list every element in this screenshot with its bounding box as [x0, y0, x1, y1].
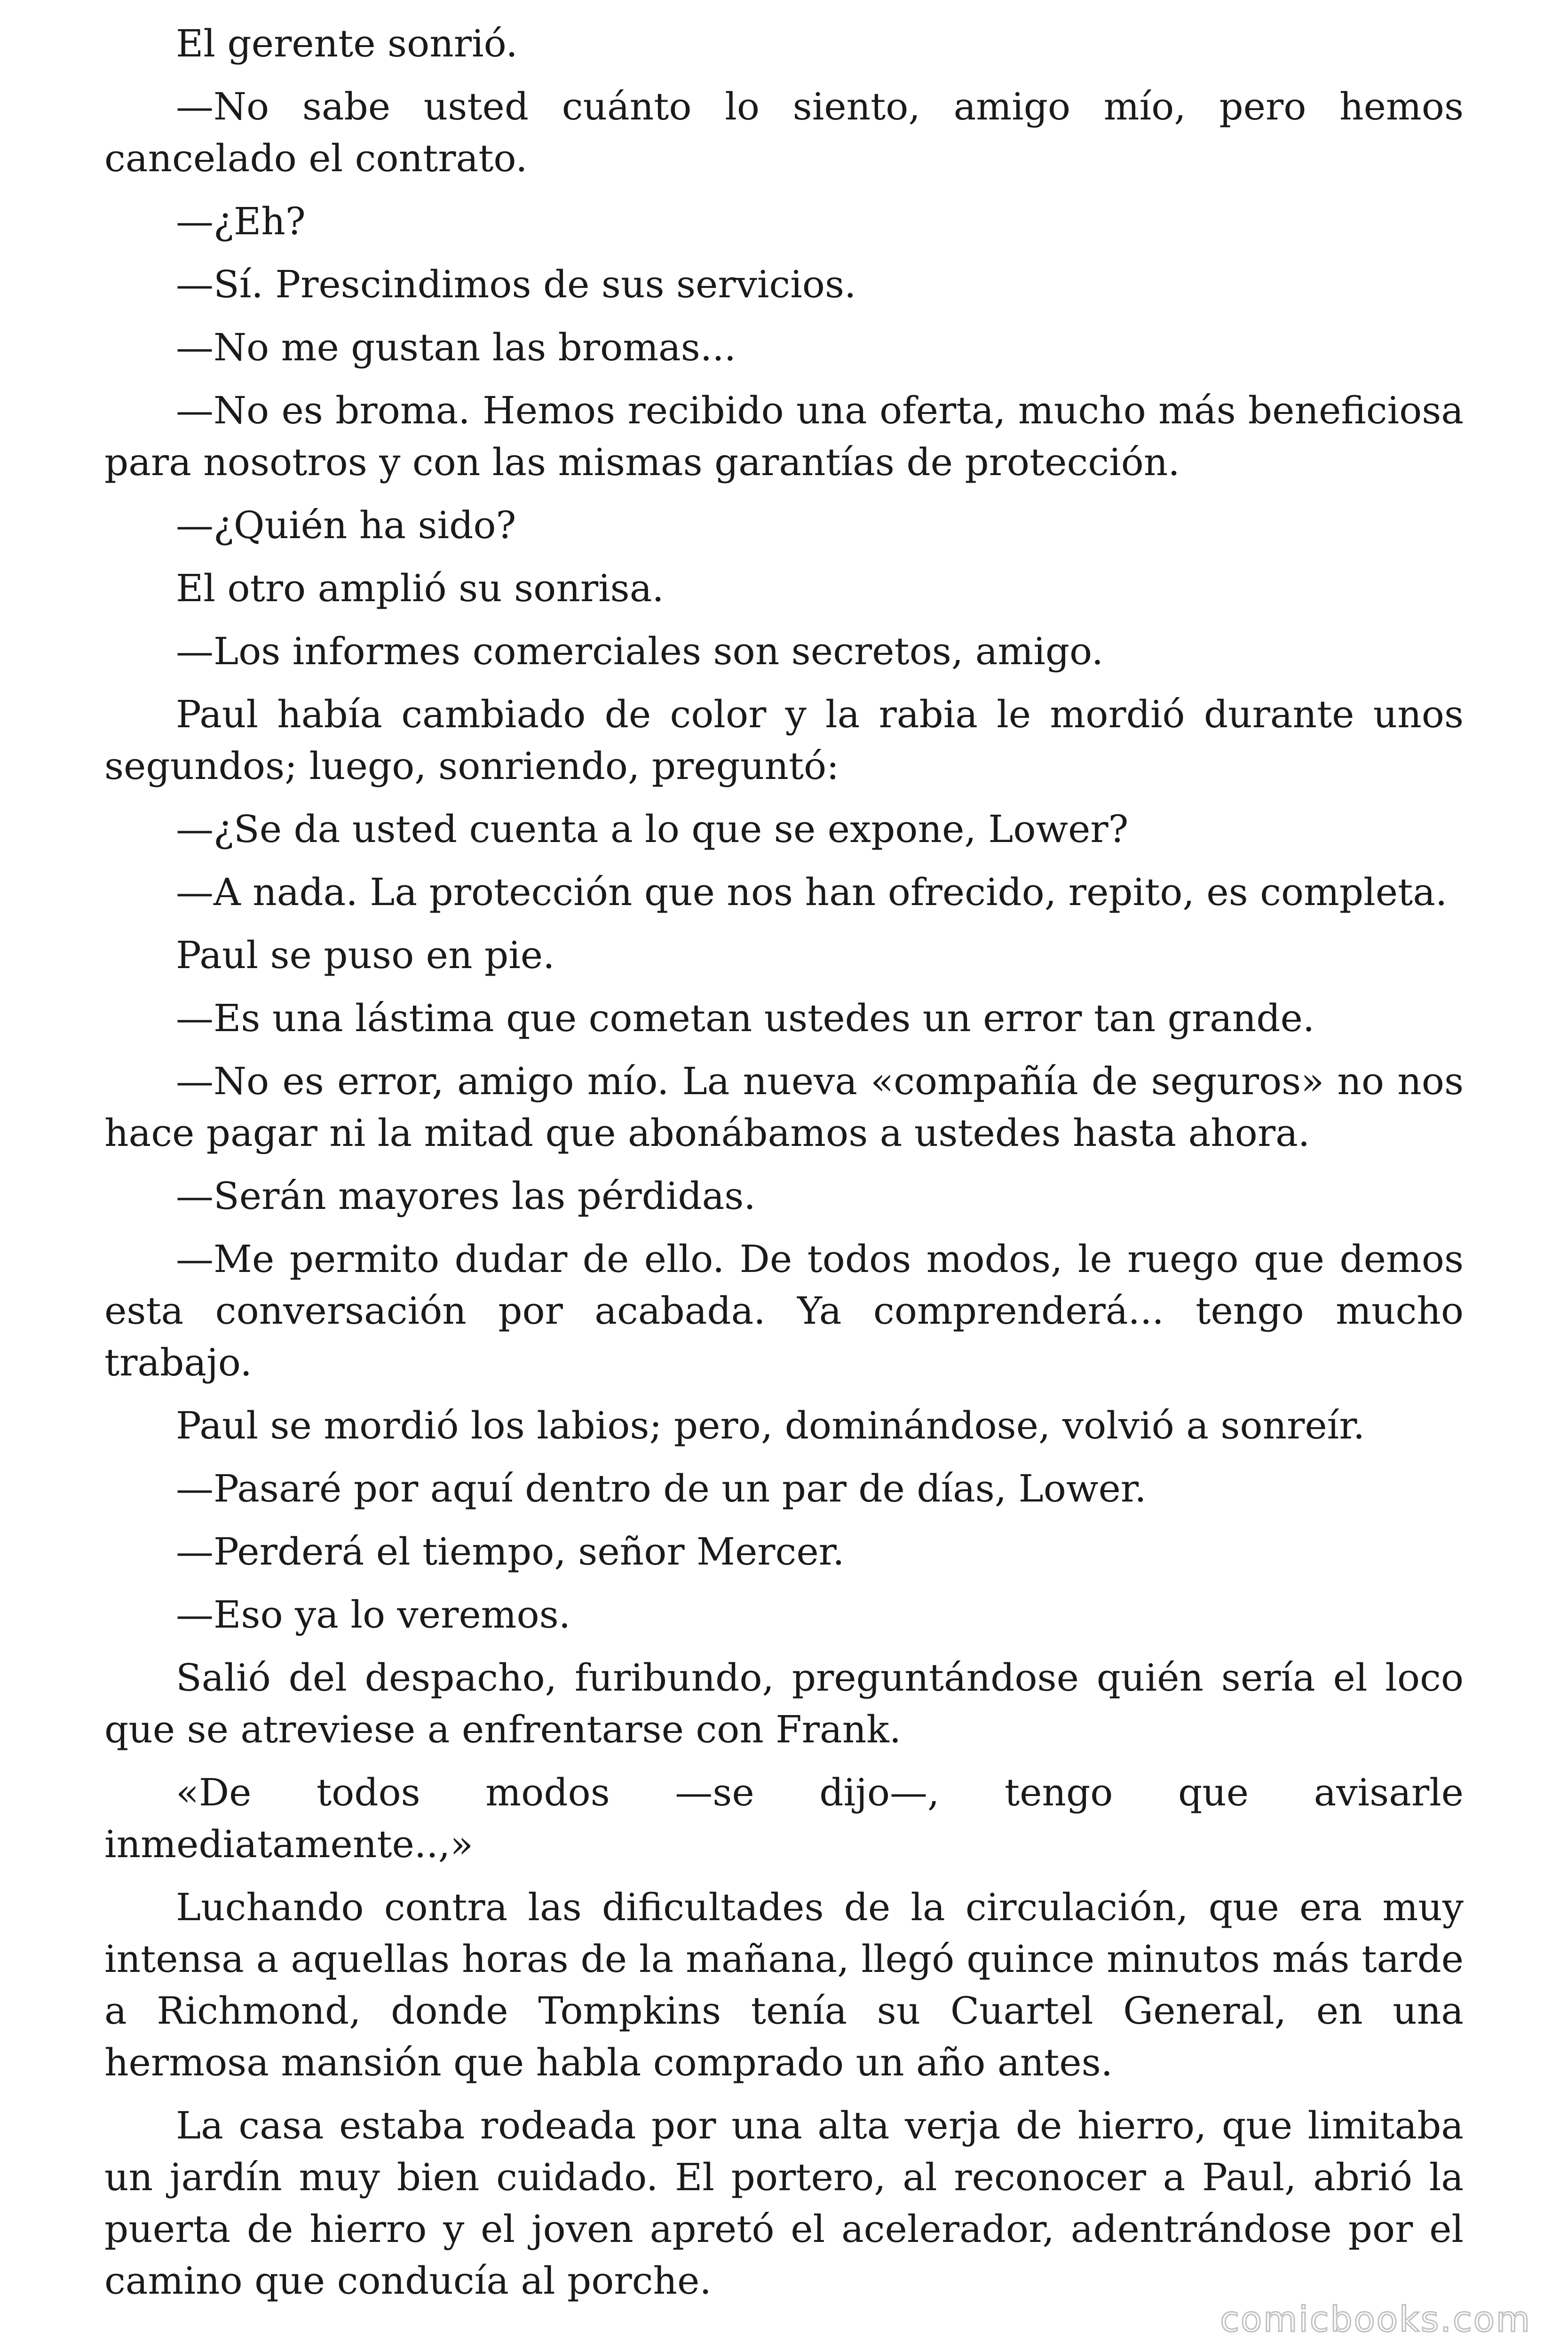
- paragraph: —Serán mayores las pérdidas.: [176, 1174, 756, 1218]
- paragraph: —A nada. La protección que nos han ofrecido, repito, es completa.: [176, 870, 1448, 914]
- paragraph: —¿Se da usted cuenta a lo que se expone, Lower?: [176, 807, 1129, 851]
- paragraph: Paul había cambiado de color y la rabia le mordió durante unos segundos; luego, sonriendo, preguntó:: [104, 692, 1464, 788]
- paragraph: —No sabe usted cuánto lo siento, amigo mío, pero hemos cancelado el contrato.: [104, 85, 1464, 180]
- paragraph: «De todos modos —se dijo—, tengo que avisarle inmediatamente..,»: [104, 1771, 1464, 1866]
- paragraph: Paul se mordió los labios; pero, dominándose, volvió a sonreír.: [176, 1404, 1365, 1447]
- paragraph: —Es una lástima que cometan ustedes un error tan grande.: [176, 996, 1315, 1040]
- paragraph: La casa estaba rodeada por una alta verja de hierro, que limitaba un jardín muy bien cuidado. El portero, al reconocer a Paul, abrió la puerta de hierro y el joven apretó el acelerador, adentrándose por el camino que conducía al porche.: [104, 2104, 1464, 2303]
- paragraph: —No es error, amigo mío. La nueva «compañía de seguros» no nos hace pagar ni la mitad que abonábamos a ustedes hasta ahora.: [104, 1059, 1464, 1155]
- paragraph: —¿Quién ha sido?: [176, 503, 516, 547]
- watermark: comicbooks.com: [1220, 2299, 1531, 2340]
- paragraph: —¿Eh?: [176, 199, 306, 243]
- paragraph: El otro amplió su sonrisa.: [176, 566, 664, 610]
- paragraph: —No me gustan las bromas...: [176, 326, 736, 369]
- paragraph: —Los informes comerciales son secretos, amigo.: [176, 629, 1104, 673]
- paragraph: —Me permito dudar de ello. De todos modos, le ruego que demos esta conversación por acabada. Ya comprenderá... tengo mucho trabajo.: [104, 1237, 1464, 1384]
- paragraph: El gerente sonrió.: [176, 22, 518, 65]
- paragraph: Luchando contra las dificultades de la circulación, que era muy intensa a aquellas horas de la mañana, llegó quince minutos más tarde a Richmond, donde Tompkins tenía su Cuartel General, en una hermosa mansión que habla comprado un año antes.: [104, 1885, 1464, 2084]
- paragraph: Salió del despacho, furibundo, preguntándose quién sería el loco que se atreviese a enfrentarse con Frank.: [104, 1656, 1464, 1751]
- paragraph: —Eso ya lo veremos.: [176, 1593, 571, 1637]
- paragraph: —Perderá el tiempo, señor Mercer.: [176, 1530, 845, 1573]
- paragraph: —No es broma. Hemos recibido una oferta, mucho más beneficiosa para nosotros y con las mismas garantías de protección.: [104, 389, 1464, 484]
- paragraph: Paul se puso en pie.: [176, 933, 555, 977]
- paragraph: —Pasaré por aquí dentro de un par de días, Lower.: [176, 1467, 1147, 1510]
- paragraph: —Sí. Prescindimos de sus servicios.: [176, 262, 856, 306]
